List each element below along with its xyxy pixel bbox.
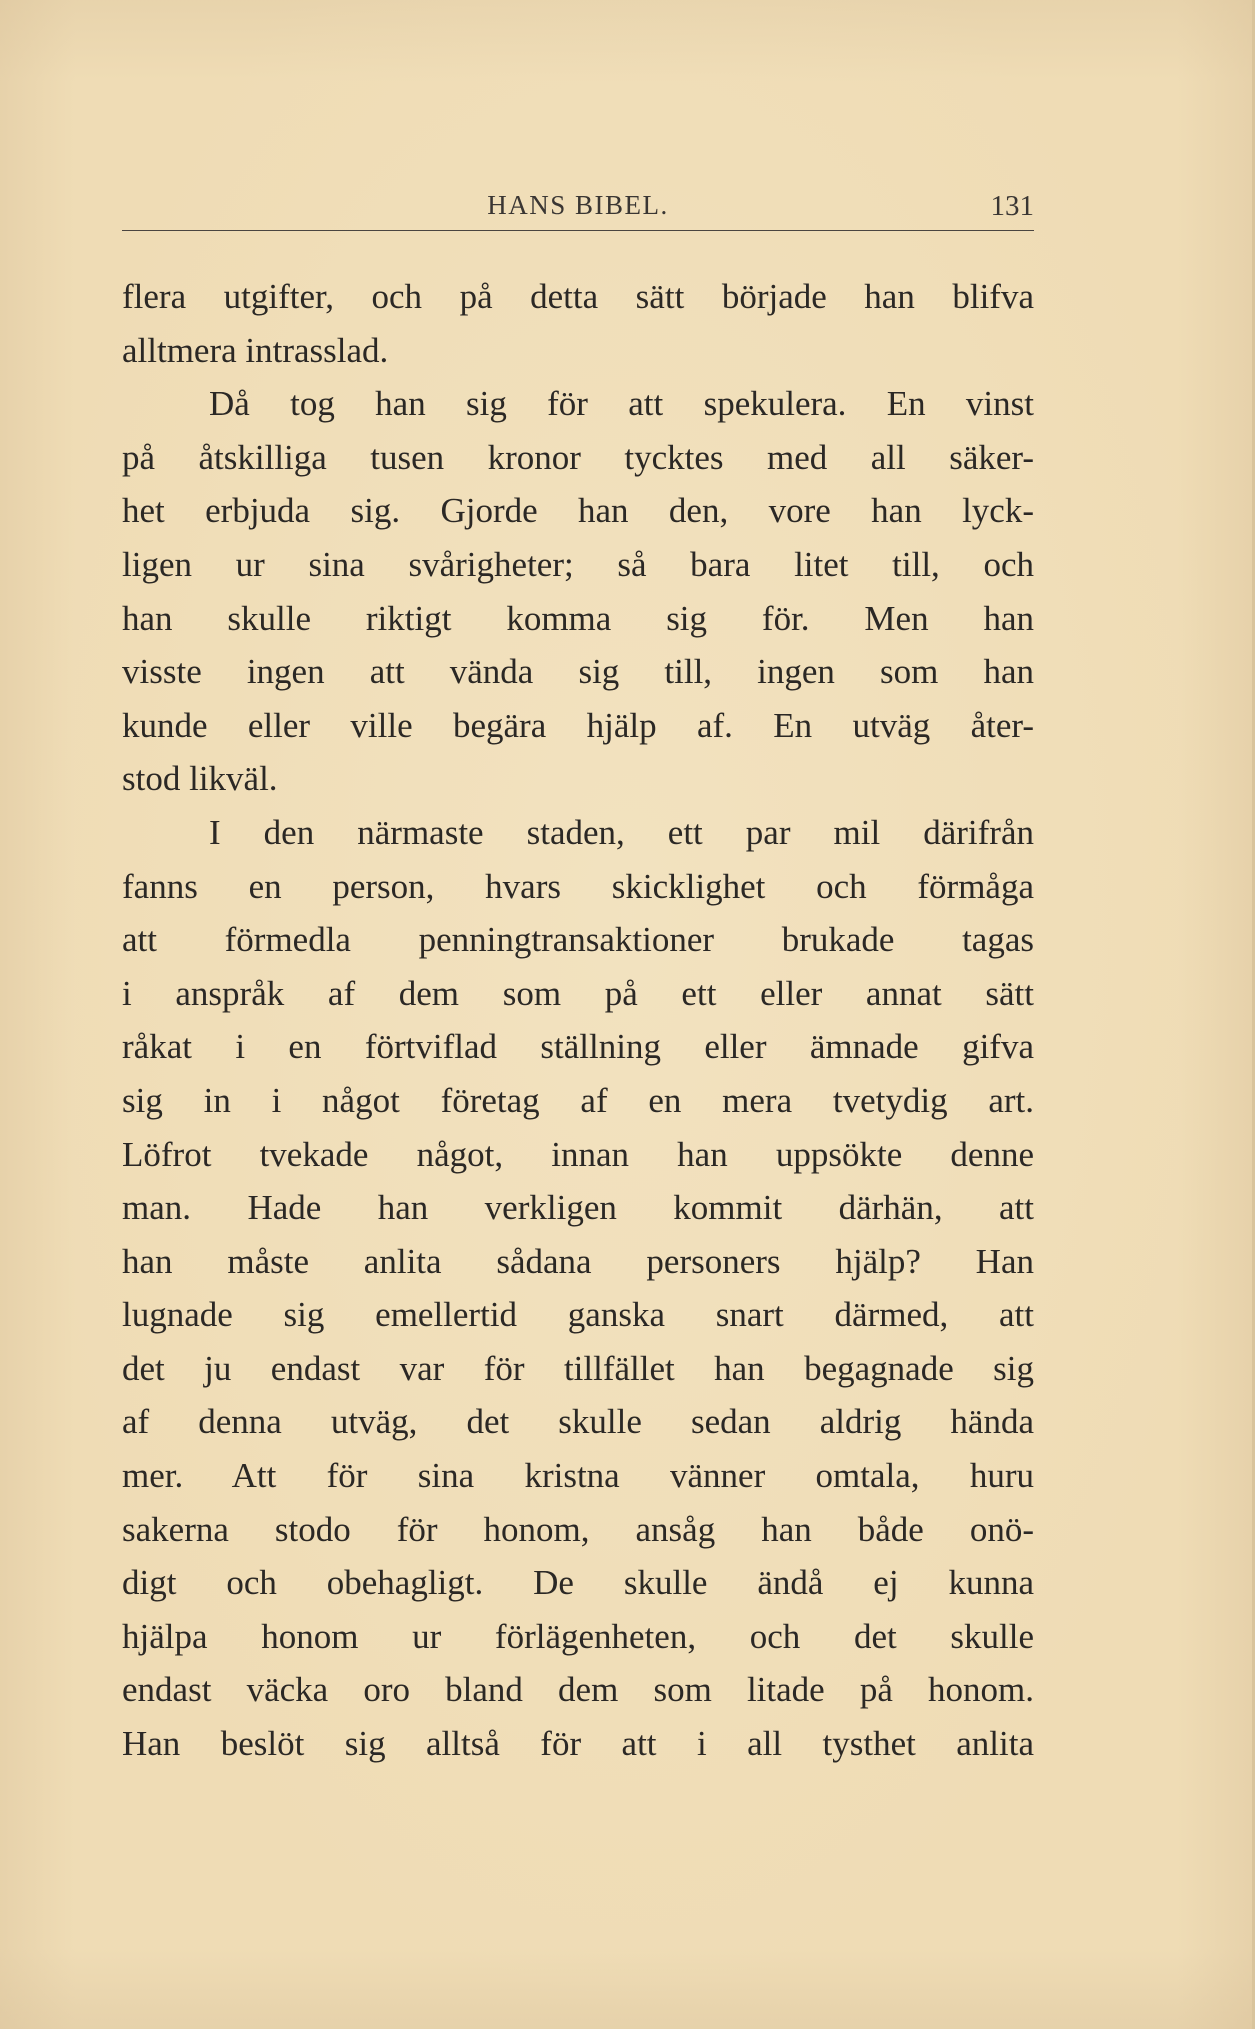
text-line: råkat i en förtviflad ställning eller ämnade gifva	[122, 1027, 1034, 1067]
text-line: fanns en person, hvars skicklighet och förmåga	[122, 866, 1034, 906]
text-line: af denna utväg, det skulle sedan aldrig hända	[122, 1402, 1034, 1442]
text-line: kunde eller ville begära hjälp af. En utväg åter-	[122, 705, 1034, 745]
text-line: sakerna stodo för honom, ansåg han både onö-	[122, 1509, 1034, 1549]
text-line: alltmera intrasslad.	[122, 330, 389, 370]
text-line: hjälpa honom ur förlägenheten, och det skulle	[122, 1616, 1034, 1656]
text-line: stod likväl.	[122, 759, 278, 799]
text-line: han skulle riktigt komma sig för. Men han	[122, 598, 1034, 638]
text-line: sig in i något företag af en mera tvetydig art.	[122, 1080, 1034, 1120]
page-header	[122, 188, 1034, 231]
text-line: endast väcka oro bland dem som litade på honom.	[122, 1670, 1034, 1710]
page-number: 131	[990, 190, 1034, 222]
text-line: i anspråk af dem som på ett eller annat sätt	[122, 973, 1034, 1013]
text-line: Löfrot tvekade något, innan han uppsökte denne	[122, 1134, 1034, 1174]
text-line: digt och obehagligt. De skulle ändå ej kunna	[122, 1563, 1034, 1603]
text-line: het erbjuda sig. Gjorde han den, vore han lyck-	[122, 491, 1034, 531]
text-line: ligen ur sina svårigheter; så bara litet till, och	[122, 544, 1034, 584]
text-line: visste ingen att vända sig till, ingen som han	[122, 652, 1034, 692]
text-line: I den närmaste staden, ett par mil därifrån	[209, 812, 1034, 852]
text-line: det ju endast var för tillfället han begagnade sig	[122, 1348, 1034, 1388]
text-line: lugnade sig emellertid ganska snart därmed, att	[122, 1295, 1034, 1335]
text-line: mer. Att för sina kristna vänner omtala, huru	[122, 1456, 1034, 1496]
text-line: Då tog han sig för att spekulera. En vinst	[209, 384, 1034, 424]
text-line: han måste anlita sådana personers hjälp? Han	[122, 1241, 1034, 1281]
text-line: att förmedla penningtransaktioner brukade tagas	[122, 920, 1034, 960]
text-line: flera utgifter, och på detta sätt började han blifva	[122, 277, 1034, 316]
running-head: HANS BIBEL.	[487, 190, 669, 220]
text-line: man. Hade han verkligen kommit därhän, att	[122, 1188, 1034, 1228]
text-line: Han beslöt sig alltså för att i all tysthet anlita	[122, 1724, 1034, 1764]
text-line: på åtskilliga tusen kronor tycktes med all säker-	[122, 437, 1034, 477]
body-text	[122, 270, 1034, 1771]
